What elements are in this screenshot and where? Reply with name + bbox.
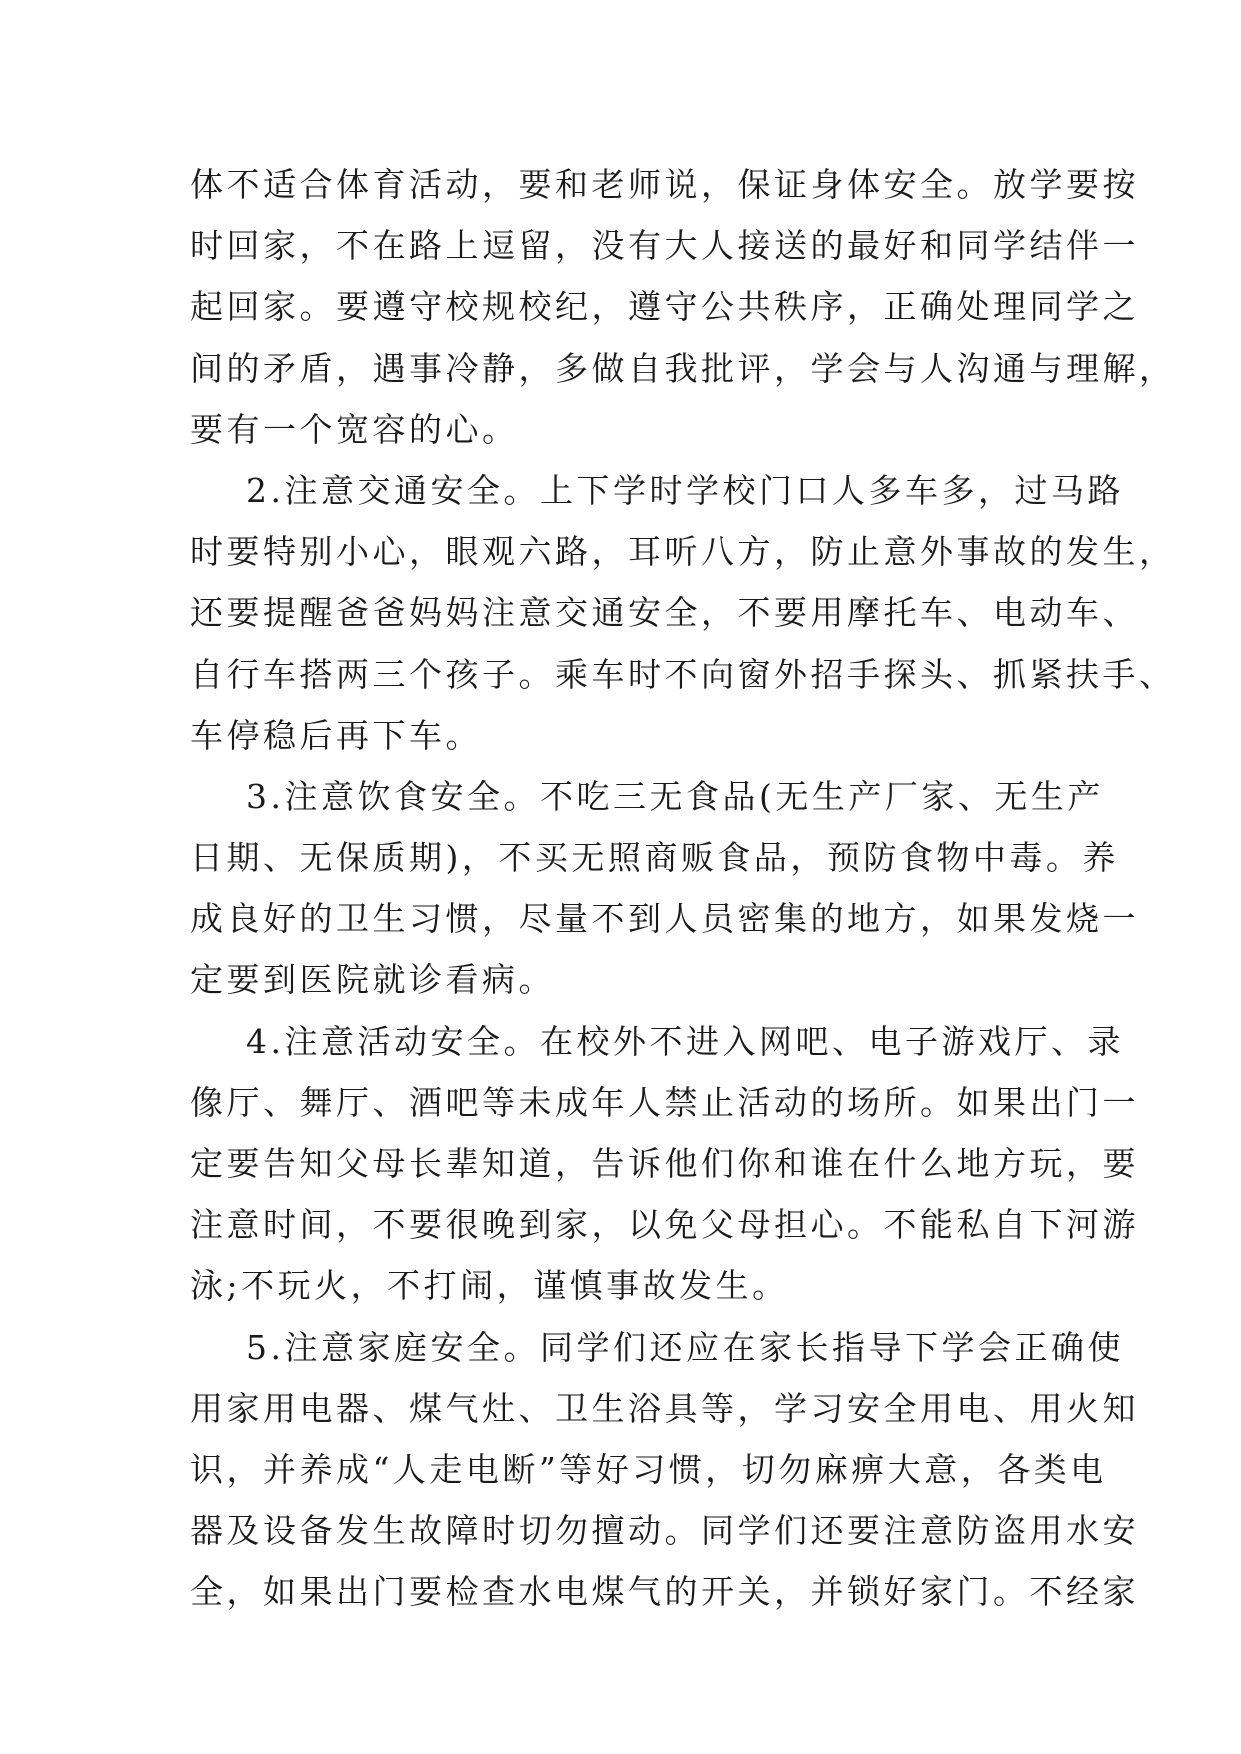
text-line: 2.注意交通安全。上下学时学校门口人多车多，过马路 bbox=[190, 470, 1124, 510]
text-line: 器及设备发生故障时切勿擅动。同学们还要注意防盗用水安 bbox=[190, 1511, 1139, 1551]
text-line: 成良好的卫生习惯，尽量不到人员密集的地方，如果发烧一 bbox=[190, 899, 1139, 939]
text-line: 起回家。要遵守校规校纪，遵守公共秩序，正确处理同学之 bbox=[190, 287, 1139, 327]
text-line: 4.注意活动安全。在校外不进入网吧、电子游戏厅、录 bbox=[190, 1021, 1124, 1061]
text-line: 间的矛盾，遇事冷静，多做自我批评，学会与人沟通与理解， bbox=[190, 348, 1176, 388]
text-line: 时要特别小心，眼观六路，耳听八方，防止意外事故的发生， bbox=[190, 532, 1176, 572]
text-line: 用家用电器、煤气灶、卫生浴具等，学习安全用电、用火知 bbox=[190, 1388, 1139, 1428]
text-line: 体不适合体育活动，要和老师说，保证身体安全。放学要按 bbox=[190, 165, 1139, 204]
text-line: 自行车搭两三个孩子。乘车时不向窗外招手探头、抓紧扶手、 bbox=[190, 654, 1176, 694]
text-line: 日期、无保质期)，不买无照商贩食品，预防食物中毒。养 bbox=[190, 838, 1119, 878]
text-line: 要有一个宽容的心。 bbox=[190, 409, 519, 449]
text-line: 5.注意家庭安全。同学们还应在家长指导下学会正确使 bbox=[190, 1327, 1124, 1367]
text-line: 3.注意饮食安全。不吃三无食品(无生产厂家、无生产 bbox=[190, 776, 1104, 816]
text-line: 车停稳后再下车。 bbox=[190, 715, 482, 755]
text-line: 全，如果出门要检查水电煤气的开关，并锁好家门。不经家 bbox=[190, 1572, 1139, 1612]
text-line: 像厅、舞厅、酒吧等未成年人禁止活动的场所。如果出门一 bbox=[190, 1082, 1139, 1122]
text-line: 还要提醒爸爸妈妈注意交通安全，不要用摩托车、电动车、 bbox=[190, 593, 1139, 633]
body-text bbox=[190, 154, 1176, 1623]
text-line: 定要告知父母长辈知道，告诉他们你和谁在什么地方玩，要 bbox=[190, 1144, 1139, 1183]
text-line: 时回家，不在路上逗留，没有大人接送的最好和同学结伴一 bbox=[190, 226, 1139, 266]
text-line: 识，并养成“人走电断”等好习惯，切勿麻痹大意，各类电 bbox=[190, 1449, 1107, 1489]
text-line: 泳;不玩火，不打闹，谨慎事故发生。 bbox=[190, 1266, 789, 1306]
text-line: 注意时间，不要很晚到家，以免父母担心。不能私自下河游 bbox=[190, 1205, 1139, 1245]
text-line: 定要到医院就诊看病。 bbox=[190, 960, 555, 1000]
